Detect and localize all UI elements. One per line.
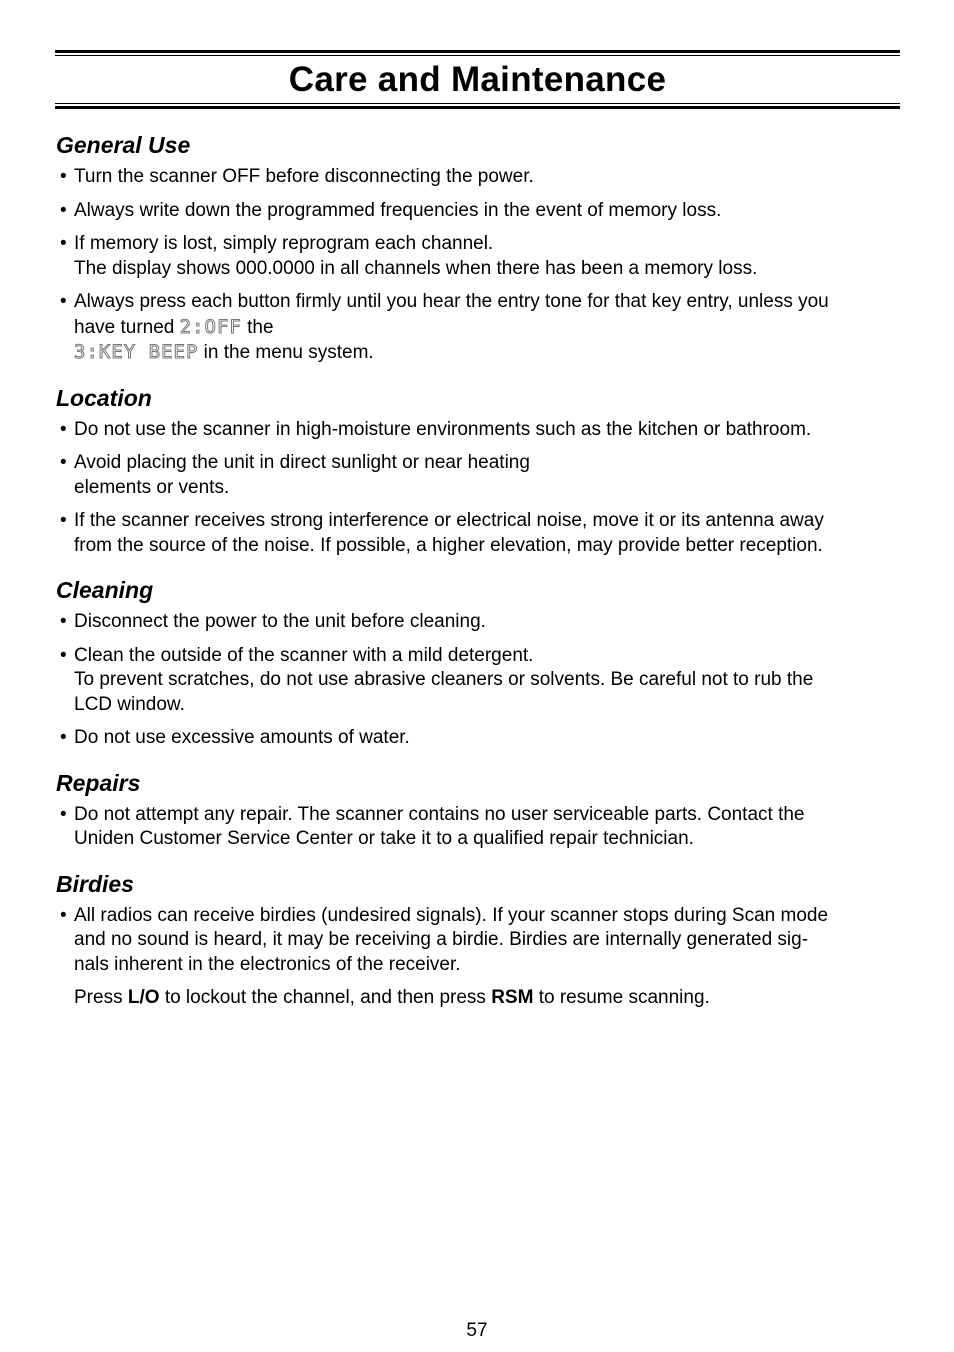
bullet-text-line: [74, 315, 904, 341]
bullet-item: [56, 165, 904, 190]
bullet-text: from the source of the noise. If possible, a higher elevation, may provide better reception.: [74, 534, 823, 556]
bullet-item: [56, 509, 904, 558]
bullet-item: [56, 451, 904, 500]
title-bottom-rule-thin: [55, 103, 900, 104]
bullet-text: elements or vents.: [74, 476, 230, 498]
key-name-resume: RSM: [491, 987, 534, 1008]
lcd-display-text: 3:KEY BEEP: [74, 341, 199, 363]
section-cleaning: [56, 576, 904, 751]
bullet-item: [56, 232, 904, 281]
bullet-text: • Do not use the scanner in high-moisture environments such as the kitchen or bathroom.: [74, 418, 812, 440]
bullet-item: [56, 610, 904, 635]
page-number: 57: [466, 1320, 488, 1341]
section-heading-birdies: Birdies: [56, 870, 134, 897]
bullet-text: • Always write down the programmed frequencies in the event of memory loss.: [74, 199, 722, 221]
bullet-text: • Disconnect the power to the unit before cleaning.: [74, 611, 486, 632]
bullet-text: LCD window.: [74, 693, 185, 715]
bullet-item: [56, 726, 904, 751]
bullet-text: • Avoid placing the unit in direct sunlight or near heating: [74, 452, 530, 473]
section-birdies: [56, 870, 904, 1011]
bullet-text: • Do not use excessive amounts of water.: [74, 727, 410, 748]
bullet-text: The display shows 000.0000 in all channels when there has been a memory loss.: [74, 257, 758, 279]
bullet-text: • If the scanner receives strong interference or electrical noise, move it or its antenna away: [74, 510, 824, 531]
section-location: [56, 384, 904, 559]
bullet-text: • If memory is lost, simply reprogram each channel.: [74, 233, 494, 254]
instruction-text: Press: [74, 987, 123, 1008]
page-title: Care and Maintenance: [288, 60, 667, 99]
instruction-text: to resume scanning.: [538, 987, 710, 1008]
key-name-lockout: L/O: [127, 987, 160, 1008]
bullet-item: [56, 803, 904, 852]
bullet-text-line: [74, 340, 904, 366]
section-heading-location: Location: [56, 384, 152, 411]
bullet-text: • All radios can receive birdies (undesired signals). If your scanner stops during Scan mode: [74, 904, 829, 926]
section-general-use: [56, 131, 904, 366]
title-block: [55, 50, 900, 109]
bullet-text: the: [247, 316, 274, 338]
bullet-text: • Clean the outside of the scanner with a mild detergent.: [74, 644, 534, 666]
instruction-text: to lockout the channel, and then press: [164, 987, 486, 1008]
bullet-item: [56, 904, 904, 978]
section-heading-general-use: General Use: [56, 132, 191, 158]
bullet-item: [56, 290, 904, 366]
section-heading-repairs: Repairs: [56, 769, 141, 796]
bullet-text: • Do not attempt any repair. The scanner contains no user serviceable parts. Contact the: [74, 803, 805, 825]
lcd-display-text: 2:OFF: [179, 315, 242, 338]
birdies-instruction: [56, 986, 904, 1011]
title-top-rule: [55, 50, 900, 53]
section-heading-cleaning: Cleaning: [56, 577, 154, 603]
title-bottom-rule: [55, 106, 900, 109]
bullet-text: nals inherent in the electronics of the receiver.: [74, 953, 461, 975]
bullet-text: and no sound is heard, it may be receiving a birdie. Birdies are internally generated sig-: [74, 929, 809, 950]
bullet-text: in the menu system.: [203, 342, 374, 363]
bullet-text: • Turn the scanner OFF before disconnecting the power.: [74, 166, 534, 187]
bullet-text: Uniden Customer Service Center or take it to a qualified repair technician.: [74, 828, 694, 849]
page-content: [56, 131, 904, 1029]
bullet-item: [56, 644, 904, 718]
bullet-text: To prevent scratches, do not use abrasive cleaners or solvents. Be careful not to rub the: [74, 669, 814, 690]
bullet-item: [56, 418, 904, 443]
bullet-item: [56, 199, 904, 224]
bullet-text: have turned: [74, 316, 175, 338]
bullet-text: • Always press each button firmly until you hear the entry tone for that key entry, unless you: [74, 291, 829, 312]
section-repairs: [56, 769, 904, 852]
